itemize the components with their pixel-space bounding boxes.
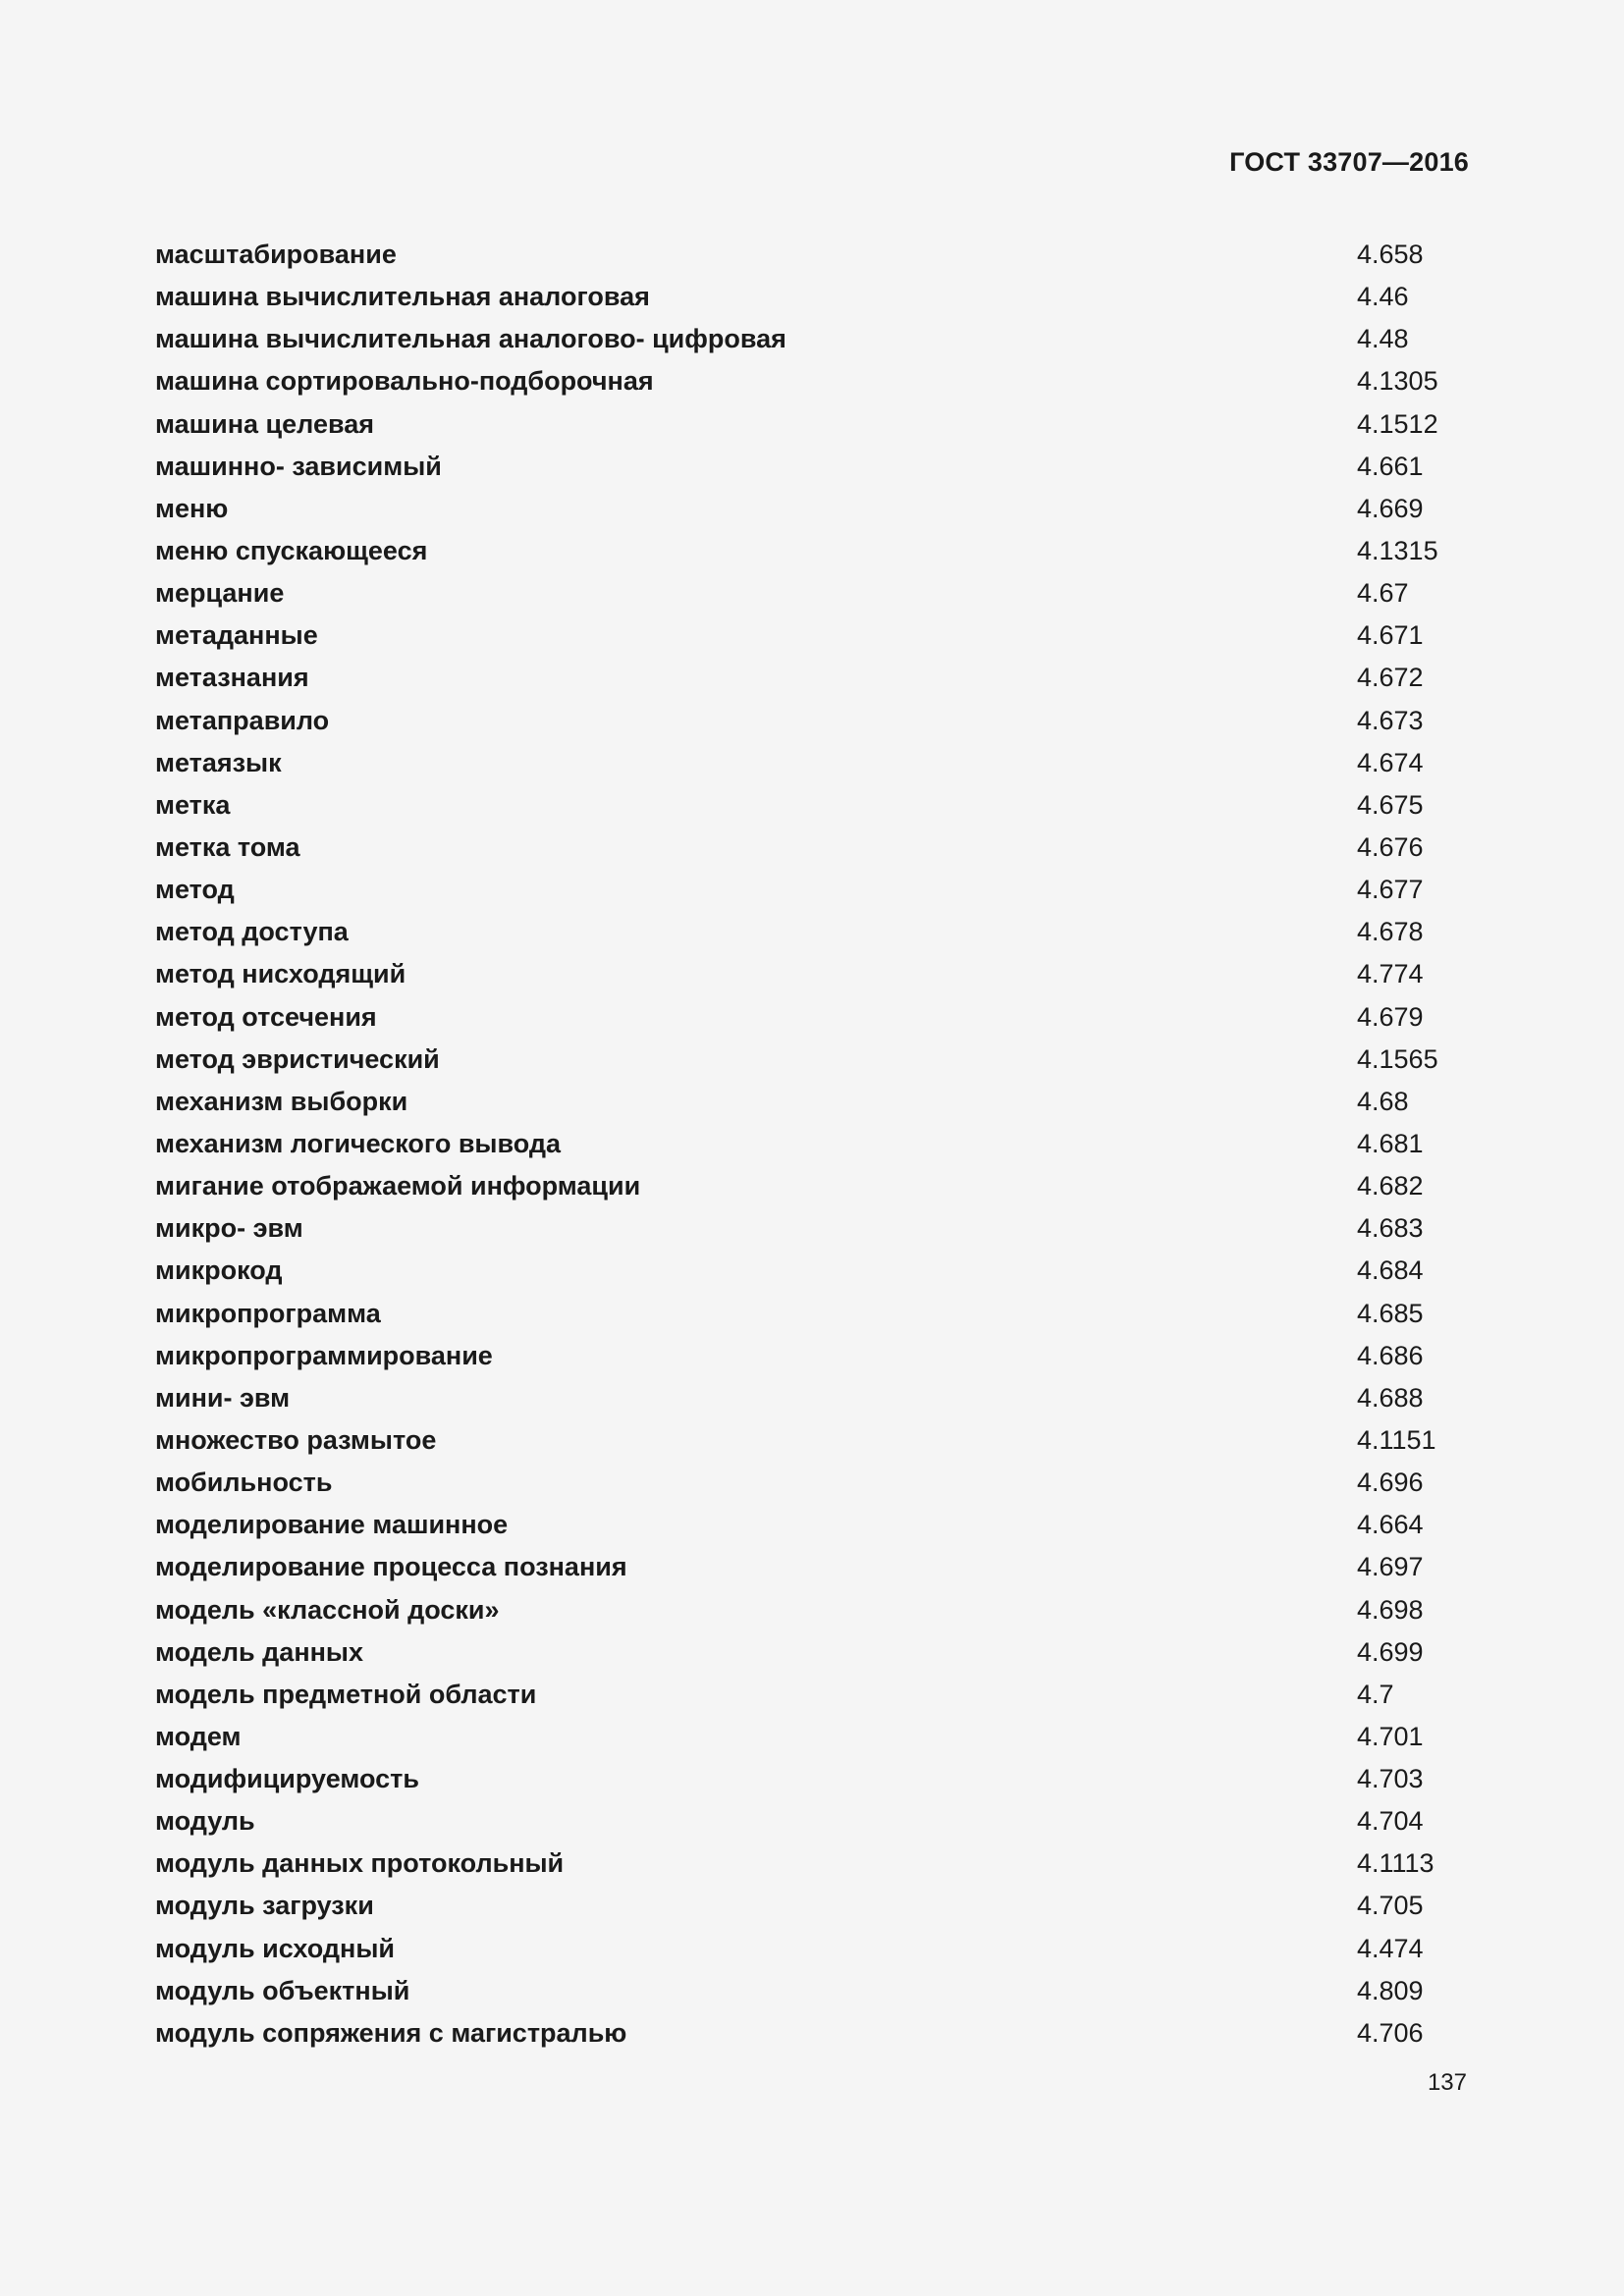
index-entry xyxy=(155,530,1471,572)
index-entry xyxy=(155,953,1471,995)
entry-reference: 4.696 xyxy=(1357,1468,1424,1498)
entry-reference: 4.683 xyxy=(1357,1213,1424,1244)
entry-term: метод отсечения xyxy=(155,1001,377,1032)
entry-term: мобильность xyxy=(155,1468,333,1498)
index-entries-list xyxy=(155,234,1471,2055)
entry-reference: 4.681 xyxy=(1357,1128,1424,1158)
index-entry xyxy=(155,2012,1471,2055)
index-entry xyxy=(155,572,1471,614)
index-entry xyxy=(155,1758,1471,1800)
entry-reference: 4.674 xyxy=(1357,747,1424,777)
entry-reference: 4.697 xyxy=(1357,1552,1424,1582)
entry-reference: 4.1305 xyxy=(1357,366,1438,397)
entry-term: метод эвристический xyxy=(155,1043,440,1074)
entry-reference: 4.1113 xyxy=(1357,1848,1435,1879)
index-entry xyxy=(155,1462,1471,1504)
index-entry xyxy=(155,1165,1471,1207)
entry-term: мини- эвм xyxy=(155,1382,291,1413)
index-entry xyxy=(155,1250,1471,1292)
entry-term: метод доступа xyxy=(155,917,349,947)
index-entry xyxy=(155,446,1471,488)
entry-reference: 4.682 xyxy=(1357,1171,1424,1201)
entry-reference: 4.686 xyxy=(1357,1340,1424,1370)
index-entry xyxy=(155,1970,1471,2012)
entry-term: модуль загрузки xyxy=(155,1891,374,1921)
index-entry xyxy=(155,1885,1471,1927)
index-entry xyxy=(155,318,1471,360)
entry-term: модель данных xyxy=(155,1636,364,1667)
entry-reference: 4.706 xyxy=(1357,2017,1424,2048)
entry-reference: 4.1151 xyxy=(1357,1424,1436,1455)
entry-reference: 4.688 xyxy=(1357,1382,1424,1413)
entry-term: метод xyxy=(155,875,235,905)
entry-term: микропрограмма xyxy=(155,1298,381,1328)
entry-term: микрокод xyxy=(155,1255,283,1286)
entry-term: модуль исходный xyxy=(155,1933,395,1963)
entry-reference: 4.685 xyxy=(1357,1298,1424,1328)
entry-reference: 4.677 xyxy=(1357,875,1424,905)
entry-term: меню спускающееся xyxy=(155,535,428,565)
entry-term: метка xyxy=(155,789,231,820)
entry-reference: 4.705 xyxy=(1357,1891,1424,1921)
entry-term: метаданные xyxy=(155,620,318,651)
entry-term: модуль сопряжения с магистралью xyxy=(155,2017,627,2048)
entry-term: модуль xyxy=(155,1806,255,1837)
entry-term: модем xyxy=(155,1721,242,1751)
index-entry xyxy=(155,700,1471,742)
index-entry xyxy=(155,1928,1471,1970)
entry-reference: 4.669 xyxy=(1357,493,1424,523)
entry-term: метаязык xyxy=(155,747,282,777)
entry-reference: 4.1512 xyxy=(1357,408,1438,439)
entry-term: модель «классной доски» xyxy=(155,1594,500,1625)
entry-term: механизм логического вывода xyxy=(155,1128,562,1158)
entry-term: микропрограммирование xyxy=(155,1340,493,1370)
entry-term: множество размытое xyxy=(155,1424,437,1455)
entry-reference: 4.699 xyxy=(1357,1636,1424,1667)
entry-reference: 4.7 xyxy=(1357,1679,1394,1709)
index-entry xyxy=(155,1589,1471,1631)
entry-reference: 4.46 xyxy=(1357,282,1409,312)
index-entry xyxy=(155,911,1471,953)
index-entry xyxy=(155,1674,1471,1716)
entry-term: механизм выборки xyxy=(155,1086,408,1116)
index-entry xyxy=(155,403,1471,446)
entry-term: машина вычислительная аналоговая xyxy=(155,282,650,312)
index-entry xyxy=(155,1377,1471,1419)
index-entry xyxy=(155,1123,1471,1165)
entry-term: машина вычислительная аналогово- цифровая xyxy=(155,324,786,354)
entry-term: мигание отображаемой информации xyxy=(155,1171,641,1201)
entry-term: машина целевая xyxy=(155,408,375,439)
index-entry xyxy=(155,1207,1471,1250)
index-entry xyxy=(155,234,1471,276)
index-entry xyxy=(155,1800,1471,1842)
entry-reference: 4.672 xyxy=(1357,663,1424,693)
entry-term: моделирование процесса познания xyxy=(155,1552,627,1582)
entry-term: модифицируемость xyxy=(155,1764,419,1794)
index-entry xyxy=(155,657,1471,699)
entry-term: модуль данных протокольный xyxy=(155,1848,565,1879)
index-entry xyxy=(155,1631,1471,1674)
entry-reference: 4.1565 xyxy=(1357,1043,1438,1074)
entry-reference: 4.676 xyxy=(1357,831,1424,862)
entry-term: метод нисходящий xyxy=(155,959,406,989)
entry-term: микро- эвм xyxy=(155,1213,303,1244)
entry-reference: 4.48 xyxy=(1357,324,1409,354)
entry-reference: 4.474 xyxy=(1357,1933,1424,1963)
entry-reference: 4.67 xyxy=(1357,578,1409,609)
index-entry xyxy=(155,1504,1471,1546)
entry-term: метаправило xyxy=(155,705,330,735)
index-entry xyxy=(155,1335,1471,1377)
entry-reference: 4.671 xyxy=(1357,620,1424,651)
page-number: 137 xyxy=(1427,2069,1467,2096)
entry-term: машина сортировально-подборочная xyxy=(155,366,654,397)
entry-reference: 4.664 xyxy=(1357,1510,1424,1540)
entry-term: метазнания xyxy=(155,663,309,693)
entry-reference: 4.698 xyxy=(1357,1594,1424,1625)
index-entry xyxy=(155,784,1471,827)
index-entry xyxy=(155,1081,1471,1123)
entry-reference: 4.679 xyxy=(1357,1001,1424,1032)
index-entry xyxy=(155,488,1471,530)
entry-reference: 4.1315 xyxy=(1357,535,1438,565)
entry-reference: 4.68 xyxy=(1357,1086,1409,1116)
entry-reference: 4.703 xyxy=(1357,1764,1424,1794)
entry-reference: 4.701 xyxy=(1357,1721,1424,1751)
standard-header: ГОСТ 33707—2016 xyxy=(1229,147,1469,177)
entry-term: машинно- зависимый xyxy=(155,451,442,481)
index-entry xyxy=(155,614,1471,657)
entry-reference: 4.774 xyxy=(1357,959,1424,989)
entry-term: метка тома xyxy=(155,831,300,862)
entry-term: моделирование машинное xyxy=(155,1510,509,1540)
index-entry xyxy=(155,276,1471,318)
entry-reference: 4.678 xyxy=(1357,917,1424,947)
entry-reference: 4.809 xyxy=(1357,1975,1424,2005)
entry-term: модель предметной области xyxy=(155,1679,537,1709)
entry-term: мерцание xyxy=(155,578,285,609)
index-entry xyxy=(155,827,1471,869)
entry-term: меню xyxy=(155,493,229,523)
entry-reference: 4.684 xyxy=(1357,1255,1424,1286)
entry-reference: 4.658 xyxy=(1357,240,1424,269)
index-entry xyxy=(155,742,1471,784)
index-entry xyxy=(155,1716,1471,1758)
entry-reference: 4.673 xyxy=(1357,705,1424,735)
entry-term: модуль объектный xyxy=(155,1975,410,2005)
entry-reference: 4.704 xyxy=(1357,1806,1424,1837)
index-entry xyxy=(155,1546,1471,1588)
entry-term: масштабирование xyxy=(155,240,397,269)
index-entry xyxy=(155,1039,1471,1081)
index-entry xyxy=(155,360,1471,402)
index-entry xyxy=(155,1419,1471,1462)
index-entry xyxy=(155,996,1471,1039)
index-entry xyxy=(155,1842,1471,1885)
entry-reference: 4.661 xyxy=(1357,451,1424,481)
index-entry xyxy=(155,1293,1471,1335)
index-entry xyxy=(155,869,1471,911)
entry-reference: 4.675 xyxy=(1357,789,1424,820)
